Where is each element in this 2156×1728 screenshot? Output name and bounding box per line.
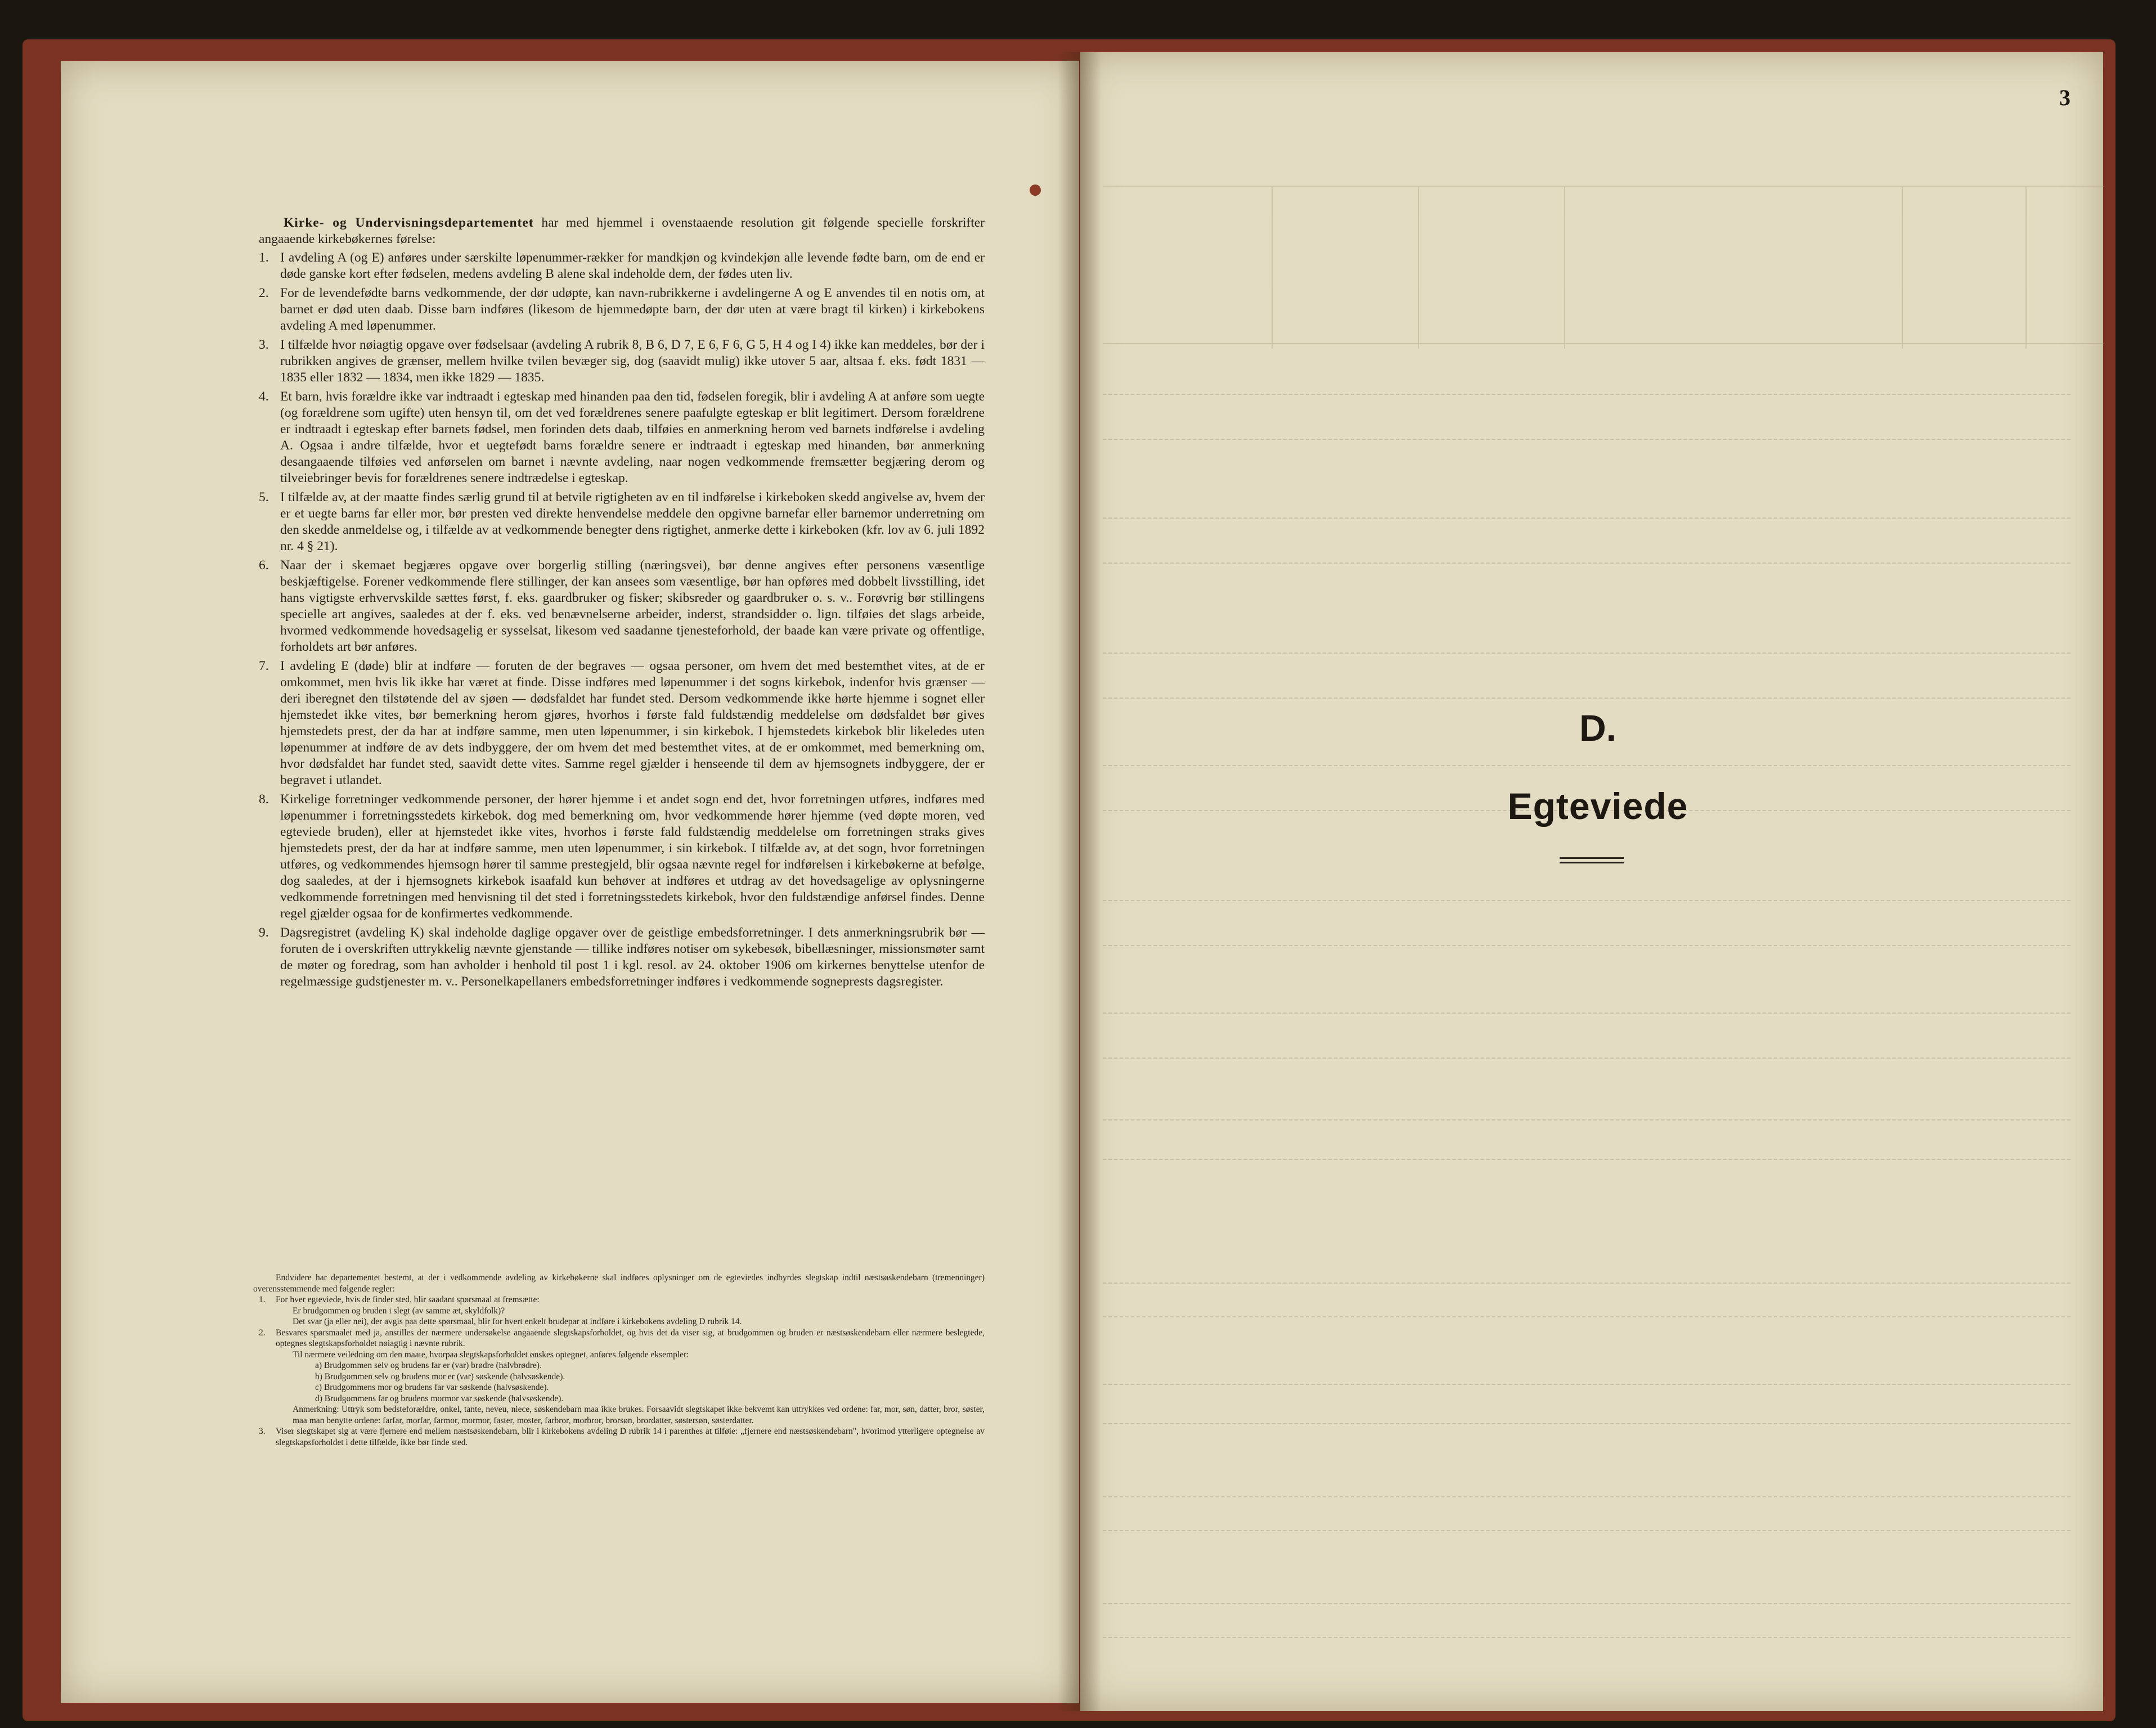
example-a: a) Brudgommen selv og brudens far er (var) brødre (halvbrødre). <box>315 1361 542 1370</box>
rule-number: 7. <box>259 659 269 673</box>
bleed-row <box>1103 900 2070 902</box>
example-d: d) Brudgommens far og brudens mormor var søskende (halvsøskende). <box>315 1393 564 1403</box>
department-name: Kirke- og Undervisningsdepartementet <box>284 215 534 230</box>
rule-text: Dagsregistret (avdeling K) skal indeholde daglige opgaver over de geistlige embedsforretninger. I dets anmerkningsrubrik bør — foruten de i overskriften uttrykkelig nævnte gjenstande — tillike indføres notiser om sykebesøk, bibellæsninger, missionsmøter samt de møter og foredrag, som han avholder i henhold til post 1 i kgl. resol. av 24. oktober 1906 om kirkernes benyttelse utenfor de regelmæssige gudstjenester m. v.. Personelkapellaners embedsforretninger indføres i vedkommende sogneprests dagsregister. <box>280 925 985 989</box>
bleed-row <box>1103 1058 2070 1060</box>
bleed-row <box>1103 1530 2070 1532</box>
rule-number: 6. <box>259 558 269 573</box>
rule-text: I avdeling E (døde) blir at indføre — foruten de der begraves — ogsaa personer, om hvem det med bestemthet vites, at de er omkommet, men hvis lik ikke har været at finde. Disse indføres med løpenummer i det sogns kirkebok, indenfor hvis grænser — deri iberegnet den tilstøtende del av sjøen — dødsfaldet har fundet sted. Dersom vedkommende ikke hørte hjemme i sognet eller hjemstedet ikke vites, bør bemerkning herom gjøres, hvorhos i første fald fuldstændig meddelelse om dødsfaldet bør gives hjemstedets prest, der da har at indføre samme, men uten løpenummer, i sin kirkebok. I hjemstedets kirkebok blir likeledes uten løpenummer at indføre de av dets indbyggere, der om hvem det med bestemthet vites, at de er omkommet, med bemerkning om, hvor dødsfaldet har fundet sted, saavidt dette vites. Samme regel gjælder i henseende til dem av hjemsognets indbyggere, der er begravet i utlandet. <box>280 659 985 788</box>
bleed-row <box>1103 1012 2070 1015</box>
rule-number: 2. <box>259 286 269 300</box>
supplement-number: 2. <box>259 1328 266 1338</box>
rule-text: I avdeling A (og E) anføres under særskilte løpenummer-rækker for mandkjøn og kvindekjøn alle levende fødte barn, om de end er døde ganske kort efter fødselen, medens avdeling B alene skal indeholde dem, der fødes uten liv. <box>280 250 985 281</box>
rule-4 <box>259 389 985 487</box>
rule-text: Kirkelige forretninger vedkommende personer, der hører hjemme i et andet sogn end det, hvor forretningen utføres, indføres med løpenummer i forretningsstedets kirkebok, dog med bemerkning om, hvor vedkommende hører hjemme (ved døpte moren, ved egteviede bruden), eller at hjemstedet ikke vites, hvorhos i første fald fuldstændig meddelelse om forretningen straks gives hjemstedets prest, der da har at indføre samme, men uten løpenummer, i sin kirkebok. I tilfælde av, at det sogn, hvor forretningen utføres, og vedkommendes hjemsogn hører til samme prestegjeld, blir ogsaa nævnte regel for indførelsen i kirkebøkerne at befølge, dog saaledes, at der i hjemsognets kirkebok isaafald kun behøver at indføres et utdrag av det hovedsagelige av oplysningerne vedkommende forretningen med henvisning til det sted i forretningsstedets kirkebok, hvor den fuldstændige anførsel findes. Denne regel gjælder ogsaa for de konfirmertes vedkommende. <box>280 792 985 921</box>
supplement-item-1b: Det svar (ja eller nei), der avgis paa dette spørsmaal, blir for hvert enkelt brudepar at indføre i kirkebokens avdeling D rubrik 14. <box>293 1317 742 1326</box>
instructions-block <box>259 215 985 993</box>
supplement-number: 1. <box>259 1295 266 1304</box>
title-underline <box>1560 857 1624 866</box>
bleed-row <box>1103 1316 2070 1318</box>
bleed-row <box>1103 1423 2070 1425</box>
bleed-row <box>1103 1384 2070 1386</box>
supplement-item-3 <box>253 1426 985 1448</box>
bleed-column <box>1418 186 1419 349</box>
supplement-item-2 <box>253 1328 985 1349</box>
supplement-text: Viser slegtskapet sig at være fjernere end mellem næstsøskendebarn, blir i kirkebokens avdeling D rubrik 14 i parenthes at tilføie: „fjernere end næstsøskendebarn", hvorimod ytterligere optegnelse av slegtskapsforholdet i dette tilfælde, ikke bør finde sted. <box>276 1426 985 1447</box>
bleed-row <box>1103 518 2070 520</box>
rule-2 <box>259 285 985 334</box>
instructions-intro <box>259 215 985 248</box>
bleed-column <box>1272 186 1273 349</box>
rule-number: 1. <box>259 250 269 265</box>
bleed-line <box>1103 186 2104 187</box>
rule-number: 5. <box>259 490 269 505</box>
bleed-through-table-header <box>1103 186 2104 349</box>
rule-text: For de levendefødte barns vedkommende, der dør udøpte, kan navn-rubrikkerne i avdelingerne A og E anvendes til en notis om, at barnet er død uten daab. Disse barn indføres (likesom de hjemmedøpte barn, der dør uten at være bragt til kirken) i kirkebokens avdeling A med løpenummer. <box>280 286 985 333</box>
example-b: b) Brudgommen selv og brudens mor er (var) søskende (halvsøskende). <box>315 1371 565 1382</box>
bleed-row <box>1103 1159 2070 1161</box>
rule-text: Et barn, hvis forældre ikke var indtraadt i egteskap med hinanden paa den tid, fødselen foregik, blir i avdeling A at anføre som uegte (og forældrene som ugifte) uten hensyn til, om det ved forældrenes senere paafulgte egteskap er blit legitimert. Dersom forældrene er indtraadt i egteskap efter barnets fødsel, men forinden dets daab, tilføies en anmerkning herom ved barnets indførelse i avdeling A. Ogsaa i andre tilfælde, hvor et uegtefødt barns forældre senere er indtraadt i egteskap med hinanden, bør anmerkning desangaaende tilføies ved anførselen om barnet i nævnte avdeling, naar nogen vedkommende fremsætter begjæring derom og tilveiebringer bevis for forældrenes senere indtrædelse i egteskap. <box>280 389 985 485</box>
supplement-block <box>253 1272 985 1448</box>
bleed-column <box>1564 186 1565 349</box>
supplement-text: For hver egteviede, hvis de finder sted, blir saadant spørsmaal at fremsætte: <box>276 1295 540 1304</box>
example-c: c) Brudgommens mor og brudens far var søskende (halvsøskende). <box>315 1383 549 1392</box>
bleed-row <box>1103 698 2070 700</box>
rule-number: 3. <box>259 338 269 352</box>
rule-number: 8. <box>259 792 269 807</box>
intro-text: har med hjemmel i ovenstaaende resolution git følgende specielle forskrifter angaaende kirkebøkernes førelse: <box>259 215 985 246</box>
supplement-intro: Endvidere har departementet bestemt, at der i vedkommende avdeling av kirkebøkerne skal indføres oplysninger om de egteviedes indbyrdes slegtskap indtil næstsøskendebarn (tremenninger) overensstemmende med følgende regler: <box>253 1273 985 1294</box>
book-gutter <box>1058 52 1102 1711</box>
bleed-column <box>2025 186 2027 349</box>
rule-3 <box>259 337 985 386</box>
bleed-row <box>1103 562 2070 565</box>
supplement-item-2b: Til nærmere veiledning om den maate, hvorpaa slegtskapsforholdet ønskes optegnet, anføres følgende eksempler: <box>293 1349 689 1360</box>
supplement-text: Besvares spørsmaalet med ja, anstilles der nærmere undersøkelse angaaende slegtskapsforholdet, og hvis det da viser sig, at brudgommen og bruden er næstsøskendebarn eller nærmere beslegtede, optegnes slegtskapsforholdet nøiagtig i nævnte rubrik. <box>276 1328 985 1348</box>
bleed-line <box>1103 343 2104 344</box>
bleed-row <box>1103 1282 2070 1285</box>
wax-mark <box>1030 184 1041 196</box>
bleed-row <box>1103 765 2070 767</box>
rule-6 <box>259 557 985 655</box>
rule-number: 4. <box>259 389 269 404</box>
bleed-row <box>1103 394 2070 396</box>
rule-8 <box>259 791 985 922</box>
rule-7 <box>259 658 985 789</box>
bleed-row <box>1103 1637 2070 1639</box>
bleed-row <box>1103 1119 2070 1122</box>
rule-9 <box>259 925 985 990</box>
rule-1 <box>259 250 985 282</box>
rule-5 <box>259 489 985 555</box>
supplement-item-1a: Er brudgommen og bruden i slegt (av samme æt, skyldfolk)? <box>293 1306 505 1316</box>
bleed-row <box>1103 1496 2070 1498</box>
rule-text: Naar der i skemaet begjæres opgave over borgerlig stilling (næringsvei), bør denne angives efter personens væsentlige beskjæftigelse. Forener vedkommende flere stillinger, der kan ansees som væsentlige, bør han opføres med dobbelt livsstilling, idet hans vigtigste erhvervskilde sættes først, f. eks. gaardbruker og fisker; skibsreder og gaardbruker o. s. v.. Forøvrig bør stillingens specielle art angives, saaledes at der f. eks. ved benævnelserne arbeider, inderst, strandsidder o. lign. tilføies det slags arbeide, hvormed vedkommende hovedsagelig er sysselsat, likesom ved saadanne tjenesteforhold, der baade kan være private og offentlige, forholdets art bør anføres. <box>280 558 985 654</box>
bleed-row <box>1103 945 2070 947</box>
supplement-note: Anmerkning: Uttryk som bedsteforældre, onkel, tante, neveu, niece, søskendebarn maa ikke brukes. Forsaavidt slegtskapet ikke bekvemt kan uttrykkes ved ordene: far, mor, søn, datter, bror, søster, maa man benytte ordene: farfar, morfar, farmor, mormor, faster, moster, farbror, morbror, brorsøn, brordatter, søstersøn, søsterdatter. <box>293 1405 985 1425</box>
rule-text: I tilfælde hvor nøiagtig opgave over fødselsaar (avdeling A rubrik 8, B 6, D 7, E 6, F 6, G 5, H 4 og I 4) ikke kan meddeles, bør der i rubrikken angives de grænser, mellem hvilke tvilen bevæger sig, dog (saavidt mulig) ikke utover 5 aar, altsaa f. eks. født 1831 — 1835 eller 1832 — 1834, men ikke 1829 — 1835. <box>280 338 985 385</box>
section-letter: D. <box>1579 707 1616 749</box>
bleed-row <box>1103 1603 2070 1605</box>
section-title: Egteviede <box>1507 785 1688 827</box>
page-number: 3 <box>2059 85 2070 110</box>
supplement-number: 3. <box>259 1426 266 1436</box>
bleed-row <box>1103 439 2070 441</box>
rule-text: I tilfælde av, at der maatte findes særlig grund til at betvile rigtigheten av en til indførelse i kirkeboken skedd angivelse av, hvem der er et uegte barns far eller mor, bør presten ved direkte henvendelse meddele den opgivne barnefar eller barnemor underretning om den skedde anmeldelse og, i tilfælde av at vedkommende benegter dens rigtighet, anmerke dette i kirkeboken (kfr. lov av 6. juli 1892 nr. 4 § 21). <box>280 490 985 554</box>
rule-number: 9. <box>259 925 269 940</box>
supplement-item-1 <box>253 1294 985 1306</box>
bleed-column <box>1902 186 1903 349</box>
bleed-row <box>1103 652 2070 655</box>
